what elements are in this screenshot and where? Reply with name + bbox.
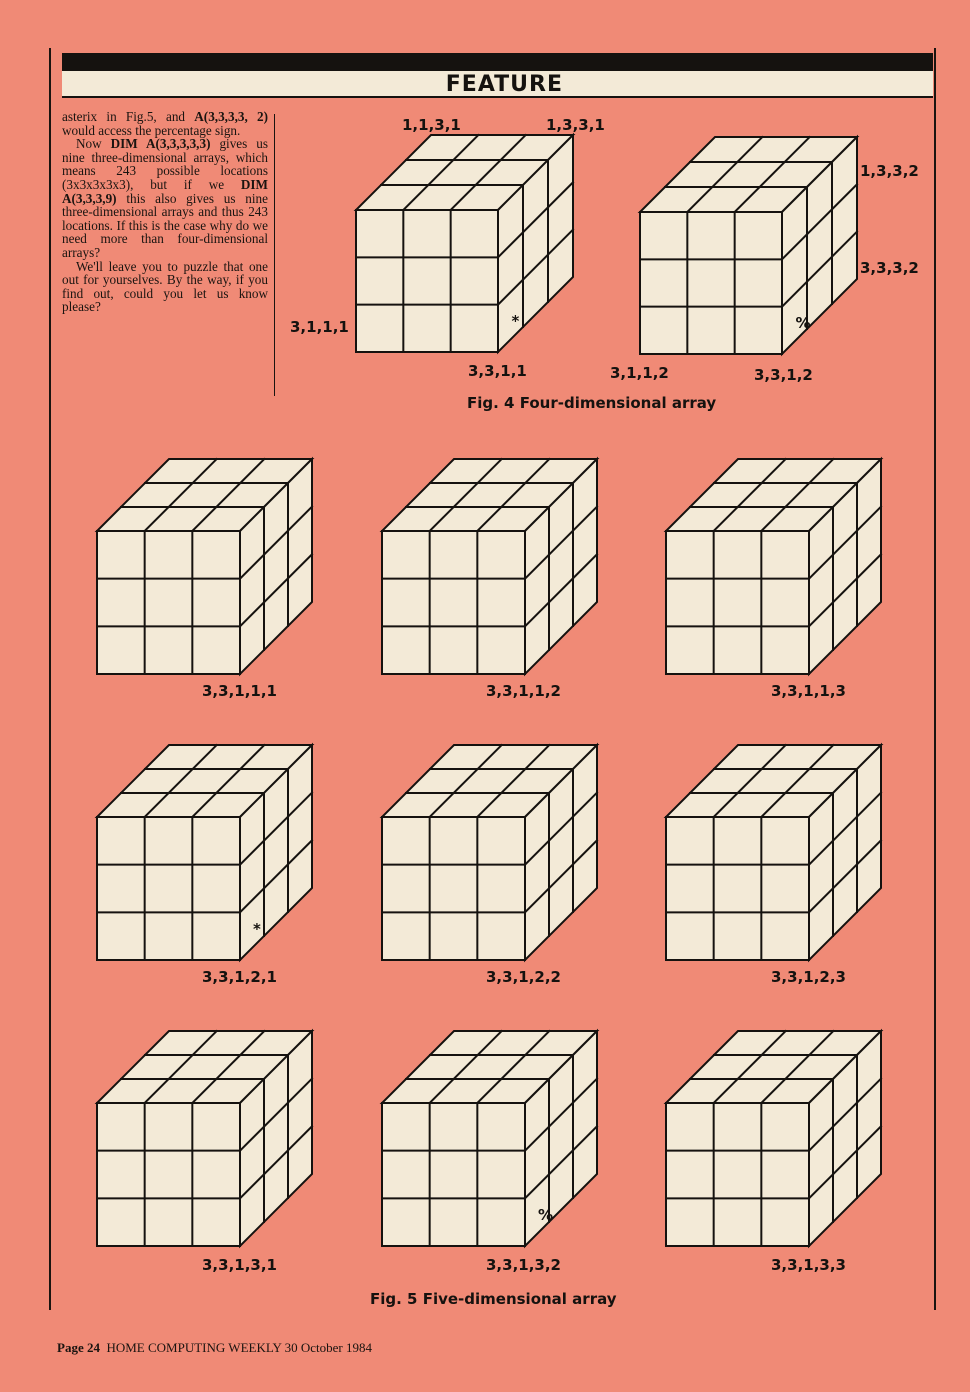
page-number: Page 24 xyxy=(57,1340,100,1355)
cube-front-face xyxy=(382,1103,525,1246)
asterisk-mark: * xyxy=(253,919,261,938)
fig4-caption: Fig. 4 Four-dimensional array xyxy=(467,394,717,412)
fig5-cube-label: 3,3,1,2,3 xyxy=(771,968,846,986)
fig5-cube-label: 3,3,1,1,2 xyxy=(486,682,561,700)
page-footer xyxy=(57,1340,372,1356)
fig5-cube-8 xyxy=(382,1031,597,1246)
text-run: Now xyxy=(76,136,111,152)
fig5-cube-label: 3,3,1,3,2 xyxy=(486,1256,561,1274)
fig5-cube-3 xyxy=(666,459,881,674)
percent-mark: % xyxy=(538,1205,554,1224)
code-ref: A(3,3,3,3, 2) xyxy=(194,109,269,124)
publication-line: HOME COMPUTING WEEKLY 30 October 1984 xyxy=(106,1340,372,1355)
text-run: gives us nine three-dimensional arrays, which means 243 possible locations (3x3x3x3x3), but if we xyxy=(62,136,268,192)
fig4-cube2-bottom-left-label: 3,1,1,2 xyxy=(610,364,669,382)
fig5-caption: Fig. 5 Five-dimensional array xyxy=(370,1290,617,1308)
cube-front-face xyxy=(666,531,809,674)
fig5-cube-4 xyxy=(97,745,312,960)
fig5-cube-5 xyxy=(382,745,597,960)
code-ref: DIM A(3,3,3,3,3) xyxy=(110,136,211,152)
fig5-cube-label: 3,3,1,3,1 xyxy=(202,1256,277,1274)
fig4-cube2-bottom-right-label: 3,3,1,2 xyxy=(754,366,813,384)
cube-front-face xyxy=(640,212,782,354)
fig5-cube-label: 3,3,1,1,1 xyxy=(202,682,277,700)
text-run: this also gives us nine three-dimensional arrays and thus 243 locations. If this is the case why do we need more than four-dimensional arrays? xyxy=(62,190,268,260)
percent-mark: % xyxy=(795,313,811,332)
fig4-cube-1 xyxy=(356,135,573,352)
cube-front-face xyxy=(666,817,809,960)
asterisk-mark: * xyxy=(511,311,520,330)
fig5-cube-2 xyxy=(382,459,597,674)
fig4-cube2-right-top-label: 1,3,3,2 xyxy=(860,162,919,180)
fig4-cube1-bottom-label: 3,3,1,1 xyxy=(468,362,527,380)
fig5-cube-label: 3,3,1,2,1 xyxy=(202,968,277,986)
fig4-cube-2 xyxy=(640,137,857,354)
fig5-cube-7 xyxy=(97,1031,312,1246)
cube-front-face xyxy=(382,817,525,960)
text-run: would access the percentage sign. xyxy=(62,122,241,138)
fig5-cube-label: 3,3,1,3,3 xyxy=(771,1256,846,1274)
cube-front-face xyxy=(356,210,498,352)
fig4-cube2-right-mid-label: 3,3,3,2 xyxy=(860,259,919,277)
fig4-cube1-left-label: 3,1,1,1 xyxy=(290,318,349,336)
fig5-cube-label: 3,3,1,1,3 xyxy=(771,682,846,700)
fig5-cube-1 xyxy=(97,459,312,674)
text-run: asterix in Fig.5, and xyxy=(62,109,195,124)
fig5-cube-9 xyxy=(666,1031,881,1246)
fig4-cube1-top-right-label: 1,3,3,1 xyxy=(546,116,605,134)
cube-front-face xyxy=(97,817,240,960)
section-label: FEATURE xyxy=(445,72,563,97)
cube-front-face xyxy=(97,531,240,674)
cube-front-face xyxy=(666,1103,809,1246)
fig4-cube1-top-left-label: 1,1,3,1 xyxy=(402,116,461,134)
paragraph: We'll leave you to puzzle that one out for yourselves. By the way, if you find out, could you let us know please? xyxy=(62,258,268,315)
fig5-cube-6 xyxy=(666,745,881,960)
code-ref: DIM A(3,3,3,9) xyxy=(62,176,268,206)
fig5-cube-label: 3,3,1,2,2 xyxy=(486,968,561,986)
cube-front-face xyxy=(97,1103,240,1246)
cube-front-face xyxy=(382,531,525,674)
